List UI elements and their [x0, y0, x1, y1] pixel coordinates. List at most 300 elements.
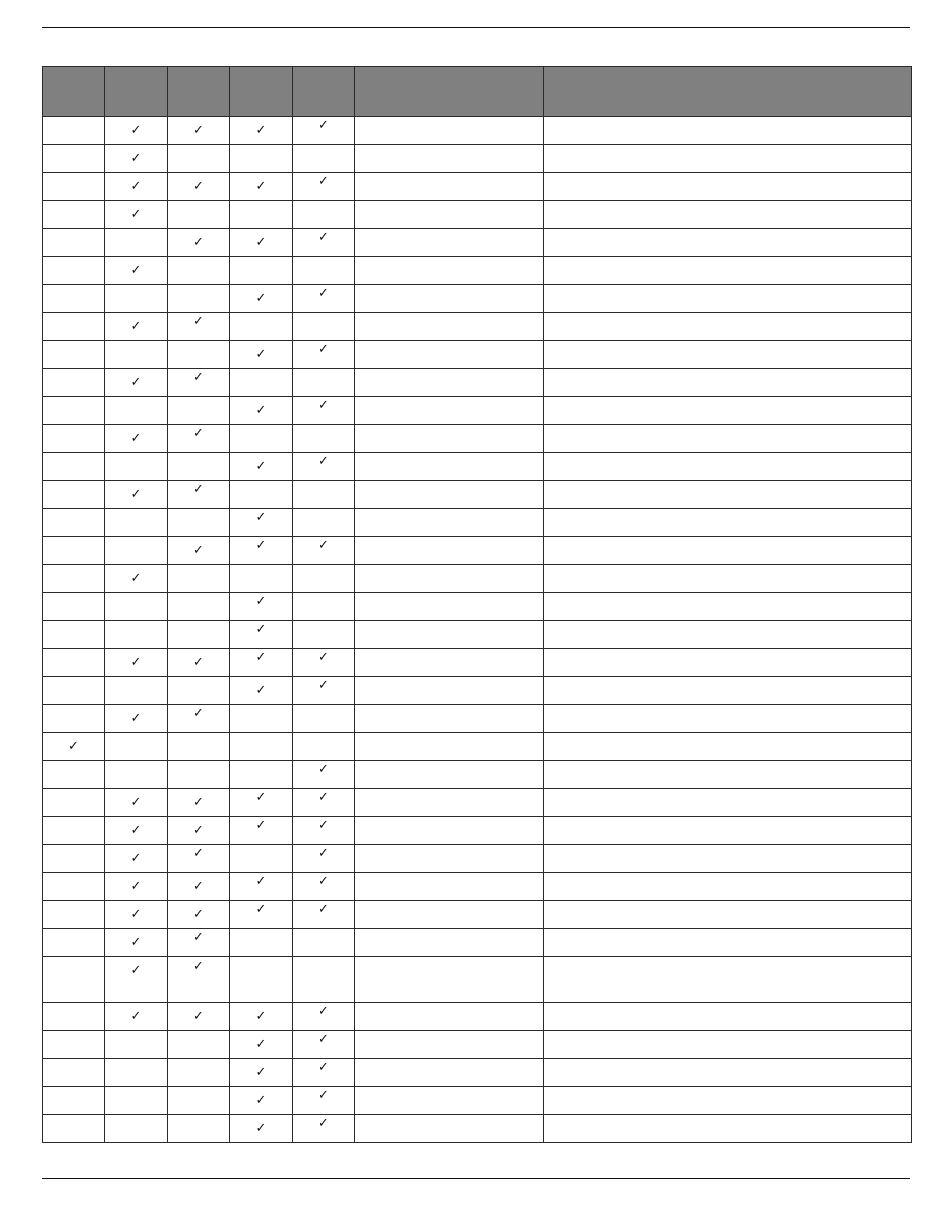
- table-cell: [355, 733, 544, 761]
- check-icon: ✓: [193, 795, 204, 810]
- table-cell: [105, 845, 168, 873]
- table-cell: [168, 957, 230, 1003]
- table-cell: [105, 313, 168, 341]
- table-cell: [355, 705, 544, 733]
- table-cell: [355, 201, 544, 229]
- check-icon: ✓: [193, 907, 204, 922]
- table-cell: [168, 901, 230, 929]
- table-cell: [230, 481, 293, 509]
- table-cell: [293, 1031, 355, 1059]
- table-cell: [544, 453, 912, 481]
- table-cell: [168, 397, 230, 425]
- table-cell: [230, 649, 293, 677]
- table-cell: [168, 733, 230, 761]
- table-cell: [43, 901, 105, 929]
- table-cell: [544, 621, 912, 649]
- table-cell: [355, 817, 544, 845]
- table-cell: [355, 957, 544, 1003]
- table-cell: [230, 537, 293, 565]
- check-icon: ✓: [130, 375, 142, 390]
- table-cell: [168, 145, 230, 173]
- table-cell: [293, 929, 355, 957]
- table-cell: [293, 481, 355, 509]
- table-cell: [43, 677, 105, 705]
- table-cell: [355, 1087, 544, 1115]
- table-cell: [544, 369, 912, 397]
- table-cell: [544, 509, 912, 537]
- check-icon: ✓: [255, 1093, 267, 1108]
- table-cell: [230, 425, 293, 453]
- check-icon: ✓: [255, 1037, 267, 1052]
- check-icon: ✓: [318, 398, 329, 413]
- table-cell: [230, 761, 293, 789]
- table-cell: [355, 397, 544, 425]
- table-cell: [230, 173, 293, 201]
- check-icon: ✓: [255, 594, 267, 609]
- check-icon: ✓: [130, 879, 142, 894]
- check-icon: ✓: [68, 739, 79, 754]
- table-row: [43, 845, 912, 873]
- check-icon: ✓: [193, 482, 204, 497]
- table-row: [43, 565, 912, 593]
- table-cell: [355, 565, 544, 593]
- table-row: [43, 145, 912, 173]
- table-cell: [293, 761, 355, 789]
- table-cell: [43, 145, 105, 173]
- check-icon: ✓: [255, 1065, 267, 1080]
- table-cell: [544, 537, 912, 565]
- table-cell: [293, 1115, 355, 1143]
- check-icon: ✓: [130, 319, 142, 334]
- table-cell: [43, 117, 105, 145]
- table-cell: [168, 1087, 230, 1115]
- table-cell: [544, 1059, 912, 1087]
- table-cell: [105, 453, 168, 481]
- check-icon: ✓: [193, 879, 204, 894]
- table-cell: [293, 901, 355, 929]
- table-cell: [544, 677, 912, 705]
- check-icon: ✓: [255, 179, 267, 194]
- check-icon: ✓: [193, 235, 204, 250]
- table-cell: [230, 1115, 293, 1143]
- table-cell: [105, 201, 168, 229]
- table-cell: [293, 677, 355, 705]
- table-row: [43, 593, 912, 621]
- table-cell: [355, 425, 544, 453]
- check-icon: ✓: [193, 959, 204, 974]
- check-icon: ✓: [318, 874, 329, 889]
- table-cell: [43, 201, 105, 229]
- table-cell: [355, 677, 544, 705]
- table-cell: [43, 537, 105, 565]
- table-cell: [293, 285, 355, 313]
- table-cell: [105, 565, 168, 593]
- check-icon: ✓: [318, 538, 329, 553]
- table-cell: [230, 1087, 293, 1115]
- table-cell: [544, 117, 912, 145]
- table-cell: [355, 369, 544, 397]
- table-cell: [293, 173, 355, 201]
- table-cell: [230, 1003, 293, 1031]
- table-cell: [168, 201, 230, 229]
- table-cell: [105, 929, 168, 957]
- table-cell: [43, 1031, 105, 1059]
- table-row: [43, 1031, 912, 1059]
- table-cell: [230, 705, 293, 733]
- table-cell: [105, 341, 168, 369]
- check-icon: ✓: [318, 1116, 329, 1131]
- check-icon: ✓: [318, 818, 329, 833]
- table-cell: [43, 789, 105, 817]
- table-cell: [293, 1003, 355, 1031]
- table-cell: [105, 761, 168, 789]
- table-cell: [230, 621, 293, 649]
- table-cell: [544, 1031, 912, 1059]
- table-row: [43, 397, 912, 425]
- table-cell: [43, 1087, 105, 1115]
- table-cell: [230, 257, 293, 285]
- table-cell: [105, 873, 168, 901]
- table-cell: [43, 1115, 105, 1143]
- table-cell: [293, 733, 355, 761]
- table-cell: [544, 649, 912, 677]
- table-cell: [544, 1115, 912, 1143]
- table-row: [43, 229, 912, 257]
- table-cell: [230, 397, 293, 425]
- table-cell: [168, 425, 230, 453]
- table-cell: [168, 229, 230, 257]
- check-icon: ✓: [130, 263, 142, 278]
- table-cell: [230, 453, 293, 481]
- table-cell: [355, 117, 544, 145]
- table-cell: [355, 1003, 544, 1031]
- table-cell: [544, 593, 912, 621]
- check-icon: ✓: [130, 907, 142, 922]
- table-cell: [230, 733, 293, 761]
- table-cell: [230, 817, 293, 845]
- table-cell: [168, 1031, 230, 1059]
- table-cell: [43, 1003, 105, 1031]
- table-cell: [168, 509, 230, 537]
- top-rule: [42, 27, 910, 28]
- table-row: [43, 789, 912, 817]
- table-cell: [105, 285, 168, 313]
- table-cell: [105, 369, 168, 397]
- table-cell: [43, 341, 105, 369]
- table-cell: [544, 481, 912, 509]
- table-cell: [293, 313, 355, 341]
- table-cell: [293, 789, 355, 817]
- check-icon: ✓: [193, 426, 204, 441]
- table-cell: [293, 397, 355, 425]
- table-cell: [293, 1087, 355, 1115]
- table-row: [43, 117, 912, 145]
- check-icon: ✓: [255, 874, 267, 889]
- header-cell: [43, 67, 105, 117]
- check-icon: ✓: [130, 123, 142, 138]
- table-cell: [168, 677, 230, 705]
- checklist-table: [42, 66, 912, 1143]
- check-icon: ✓: [130, 151, 142, 166]
- table-cell: [544, 565, 912, 593]
- table-cell: [43, 481, 105, 509]
- table-cell: [168, 1003, 230, 1031]
- check-icon: ✓: [318, 846, 329, 861]
- table-cell: [105, 397, 168, 425]
- check-icon: ✓: [255, 235, 267, 250]
- table-cell: [544, 201, 912, 229]
- check-icon: ✓: [130, 795, 142, 810]
- table-row: [43, 705, 912, 733]
- table-cell: [355, 145, 544, 173]
- table-cell: [43, 761, 105, 789]
- check-icon: ✓: [318, 1060, 329, 1075]
- table-cell: [355, 229, 544, 257]
- table-cell: [168, 929, 230, 957]
- table-cell: [105, 817, 168, 845]
- check-icon: ✓: [255, 790, 267, 805]
- table-cell: [544, 845, 912, 873]
- table-cell: [43, 313, 105, 341]
- table-cell: [105, 1115, 168, 1143]
- table-cell: [105, 117, 168, 145]
- table-cell: [544, 733, 912, 761]
- table-cell: [168, 341, 230, 369]
- table-cell: [43, 929, 105, 957]
- check-icon: ✓: [130, 655, 142, 670]
- table-row: [43, 957, 912, 1003]
- table-cell: [43, 873, 105, 901]
- check-icon: ✓: [318, 286, 329, 301]
- table-cell: [293, 873, 355, 901]
- check-icon: ✓: [318, 342, 329, 357]
- table-cell: [293, 341, 355, 369]
- table-cell: [230, 677, 293, 705]
- table-cell: [168, 481, 230, 509]
- table-row: [43, 173, 912, 201]
- table-cell: [105, 229, 168, 257]
- table-cell: [293, 453, 355, 481]
- check-icon: ✓: [318, 1004, 329, 1019]
- table-cell: [544, 285, 912, 313]
- table-cell: [355, 873, 544, 901]
- table-cell: [168, 173, 230, 201]
- table-cell: [293, 145, 355, 173]
- table-cell: [168, 257, 230, 285]
- table-cell: [544, 817, 912, 845]
- table-cell: [355, 761, 544, 789]
- table-cell: [355, 453, 544, 481]
- table-row: [43, 1087, 912, 1115]
- table-cell: [230, 145, 293, 173]
- table-cell: [230, 369, 293, 397]
- table-cell: [355, 481, 544, 509]
- table-cell: [168, 621, 230, 649]
- table-cell: [544, 1003, 912, 1031]
- table-cell: [355, 313, 544, 341]
- table-cell: [43, 1059, 105, 1087]
- table-cell: [168, 1059, 230, 1087]
- check-icon: ✓: [130, 487, 142, 502]
- table-cell: [355, 257, 544, 285]
- table-row: [43, 537, 912, 565]
- check-icon: ✓: [255, 403, 267, 418]
- check-icon: ✓: [255, 347, 267, 362]
- table-cell: [230, 957, 293, 1003]
- table-cell: [230, 117, 293, 145]
- table-cell: [544, 761, 912, 789]
- table-cell: [544, 313, 912, 341]
- table-row: [43, 1059, 912, 1087]
- table-cell: [293, 257, 355, 285]
- table-cell: [230, 873, 293, 901]
- check-icon: ✓: [255, 650, 267, 665]
- check-icon: ✓: [193, 543, 204, 558]
- table-cell: [544, 705, 912, 733]
- table-cell: [355, 509, 544, 537]
- table-cell: [544, 425, 912, 453]
- table-cell: [230, 341, 293, 369]
- check-icon: ✓: [318, 454, 329, 469]
- table-row: [43, 649, 912, 677]
- table-row: [43, 761, 912, 789]
- table-cell: [168, 761, 230, 789]
- table-cell: [43, 733, 105, 761]
- check-icon: ✓: [130, 851, 142, 866]
- table-cell: [168, 313, 230, 341]
- table-row: [43, 313, 912, 341]
- table-cell: [230, 901, 293, 929]
- table-cell: [544, 145, 912, 173]
- table-row: [43, 817, 912, 845]
- table-cell: [43, 257, 105, 285]
- table-cell: [43, 369, 105, 397]
- table-cell: [544, 1087, 912, 1115]
- check-icon: ✓: [130, 179, 142, 194]
- table-row: [43, 1003, 912, 1031]
- check-icon: ✓: [193, 846, 204, 861]
- bottom-rule: [42, 1178, 910, 1179]
- table-row: [43, 677, 912, 705]
- table-cell: [355, 845, 544, 873]
- check-icon: ✓: [255, 538, 267, 553]
- table-cell: [355, 341, 544, 369]
- table-cell: [168, 705, 230, 733]
- table-body: [43, 117, 912, 1143]
- check-icon: ✓: [193, 823, 204, 838]
- table-cell: [293, 705, 355, 733]
- check-icon: ✓: [255, 123, 267, 138]
- table-cell: [355, 285, 544, 313]
- header-cell: [544, 67, 912, 117]
- check-icon: ✓: [193, 1009, 204, 1024]
- table-cell: [293, 957, 355, 1003]
- table-cell: [168, 537, 230, 565]
- table-row: [43, 621, 912, 649]
- table-cell: [43, 453, 105, 481]
- table-cell: [293, 509, 355, 537]
- table-cell: [544, 341, 912, 369]
- check-icon: ✓: [318, 118, 329, 133]
- table-cell: [355, 1115, 544, 1143]
- table-cell: [293, 817, 355, 845]
- table-cell: [105, 593, 168, 621]
- table-cell: [230, 201, 293, 229]
- table-cell: [105, 621, 168, 649]
- table-cell: [105, 173, 168, 201]
- table-cell: [43, 565, 105, 593]
- table-cell: [230, 229, 293, 257]
- check-icon: ✓: [130, 207, 142, 222]
- table-cell: [43, 845, 105, 873]
- table-cell: [105, 705, 168, 733]
- table-cell: [168, 369, 230, 397]
- table-cell: [105, 1003, 168, 1031]
- table-row: [43, 425, 912, 453]
- table-cell: [168, 285, 230, 313]
- table-cell: [230, 313, 293, 341]
- table-cell: [293, 369, 355, 397]
- header-row: [43, 67, 912, 117]
- check-icon: ✓: [255, 818, 267, 833]
- table-cell: [43, 621, 105, 649]
- table-cell: [168, 593, 230, 621]
- table-cell: [355, 593, 544, 621]
- table-cell: [168, 117, 230, 145]
- table-cell: [293, 845, 355, 873]
- table-cell: [544, 397, 912, 425]
- table-cell: [43, 397, 105, 425]
- table-row: [43, 873, 912, 901]
- table-cell: [355, 901, 544, 929]
- table-cell: [355, 1059, 544, 1087]
- table-cell: [168, 1115, 230, 1143]
- table-cell: [293, 621, 355, 649]
- table-cell: [544, 901, 912, 929]
- table-cell: [105, 1087, 168, 1115]
- table-cell: [168, 873, 230, 901]
- table-cell: [544, 789, 912, 817]
- check-icon: ✓: [255, 1121, 267, 1136]
- table-cell: [105, 649, 168, 677]
- check-icon: ✓: [130, 711, 142, 726]
- check-icon: ✓: [255, 902, 267, 917]
- check-icon: ✓: [318, 1032, 329, 1047]
- check-icon: ✓: [255, 683, 267, 698]
- table-row: [43, 369, 912, 397]
- table-cell: [105, 509, 168, 537]
- table-cell: [544, 929, 912, 957]
- check-icon: ✓: [130, 431, 142, 446]
- table-cell: [105, 481, 168, 509]
- check-icon: ✓: [318, 174, 329, 189]
- table-cell: [293, 565, 355, 593]
- table-cell: [105, 957, 168, 1003]
- table-cell: [230, 285, 293, 313]
- table-cell: [43, 285, 105, 313]
- table-cell: [168, 453, 230, 481]
- table-cell: [230, 789, 293, 817]
- check-icon: ✓: [193, 655, 204, 670]
- check-icon: ✓: [318, 762, 329, 777]
- table-cell: [168, 845, 230, 873]
- check-icon: ✓: [130, 1009, 142, 1024]
- table-row: [43, 201, 912, 229]
- table-cell: [105, 677, 168, 705]
- table-cell: [105, 145, 168, 173]
- table-cell: [293, 649, 355, 677]
- table-cell: [43, 509, 105, 537]
